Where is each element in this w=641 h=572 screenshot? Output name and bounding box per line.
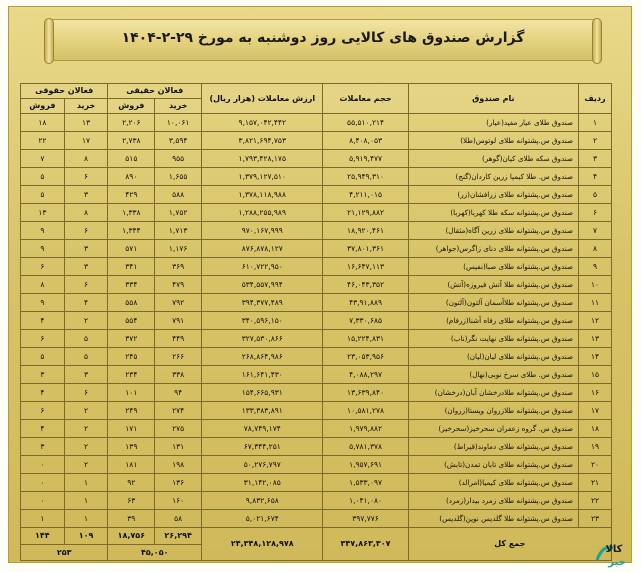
cell-real-sell: ۵۷۱	[108, 240, 155, 258]
cell-real-buy: ۴۴۹	[155, 330, 202, 348]
cell-fund-name: صندوق س.پشتوانه طلای دنای زاگرس(جواهر)	[408, 240, 578, 258]
table-row	[21, 420, 612, 438]
cell-legal-buy: ۸	[64, 150, 108, 168]
cell-real-sell: ۱۷۱	[108, 420, 155, 438]
cell-real-buy: ۱,۶۵۵	[155, 168, 202, 186]
total-volume: ۳۴۷,۸۶۳,۳۰۷	[323, 528, 408, 561]
cell-real-buy: ۱۳۱	[155, 438, 202, 456]
cell-real-sell: ۱۰۱	[108, 384, 155, 402]
title-scroll	[49, 19, 597, 61]
cell-volume: ۱,۹۷۹,۸۸۲	[323, 420, 408, 438]
cell-legal-buy: ۲	[64, 456, 108, 474]
cell-real-buy: ۳۶۹	[155, 258, 202, 276]
header-row-1	[21, 84, 612, 99]
logo-text-top: کالا	[605, 544, 623, 555]
cell-legal-sell: ۰	[21, 492, 65, 510]
cell-real-sell: ۸۹۰	[108, 168, 155, 186]
cell-fund-name: صندوق س.پشتوانه طلای زرین آگاه(مثقال)	[408, 222, 578, 240]
cell-fund-name: صندوق س.پشتوانه طلای دماوند(قیراط)	[408, 438, 578, 456]
cell-real-sell: ۳۳۴	[108, 276, 155, 294]
kala-khabar-logo	[593, 538, 637, 568]
cell-fund-name: صندوق سکه طلای کیان(گوهر)	[408, 150, 578, 168]
cell-legal-sell: ۹	[21, 240, 65, 258]
cell-real-sell: ۵۵۴	[108, 312, 155, 330]
cell-real-sell: ۲۴۹	[108, 402, 155, 420]
cell-legal-buy: ۲	[64, 438, 108, 456]
cell-legal-sell: ۲۲	[21, 132, 65, 150]
cell-legal-buy: ۲	[64, 402, 108, 420]
cell-real-sell: ۳۴۱	[108, 258, 155, 276]
cell-real-sell: ۱,۳۳۸	[108, 204, 155, 222]
cell-legal-sell: ۴	[21, 312, 65, 330]
cell-volume: ۱,۵۳۳,۰۹۷	[323, 474, 408, 492]
table-row	[21, 474, 612, 492]
cell-value: ۳۲۷,۵۳۰,۸۶۶	[202, 330, 323, 348]
cell-legal-buy: ۶	[64, 222, 108, 240]
cell-legal-buy: ۵	[64, 330, 108, 348]
cell-legal-sell: ۰	[21, 456, 65, 474]
cell-legal-sell: ۴	[21, 384, 65, 402]
cell-legal-sell: ۳	[21, 366, 65, 384]
cell-row-number: ۱	[579, 114, 612, 132]
cell-legal-sell: ۱۸	[21, 114, 65, 132]
cell-row-number: ۱۳	[579, 330, 612, 348]
cell-legal-buy: ۶	[64, 168, 108, 186]
cell-value: ۵۰,۲۷۶,۷۹۷	[202, 456, 323, 474]
cell-fund-name: صندوق س.پشتوانه طلای زرافشان(زر)	[408, 186, 578, 204]
cell-real-sell: ۱۸۱	[108, 456, 155, 474]
cell-volume: ۲۱,۱۲۹,۸۸۲	[323, 204, 408, 222]
cell-row-number: ۸	[579, 240, 612, 258]
cell-legal-sell: ۸	[21, 276, 65, 294]
cell-fund-name: صندوق س. گروه زعفران سحرخیز(سحرخیز)	[408, 420, 578, 438]
cell-volume: ۵,۹۱۹,۴۷۷	[323, 150, 408, 168]
cell-legal-buy: ۴	[64, 294, 108, 312]
cell-real-buy: ۱,۱۷۶	[155, 240, 202, 258]
cell-legal-buy: ۳	[64, 366, 108, 384]
table-row	[21, 222, 612, 240]
cell-legal-buy: ۲	[64, 420, 108, 438]
cell-legal-buy: ۸	[64, 204, 108, 222]
table-row	[21, 456, 612, 474]
cell-value: ۵,۰۲۱,۶۷۴	[202, 510, 323, 528]
cell-legal-sell: ۶	[21, 330, 65, 348]
cell-real-buy: ۱۹۸	[155, 456, 202, 474]
table-row	[21, 348, 612, 366]
header-real-sell: فروش	[108, 99, 155, 114]
total-legal-buy: ۱۰۹	[64, 528, 108, 545]
cell-real-buy: ۳۳۸	[155, 366, 202, 384]
cell-legal-buy: ۲	[64, 312, 108, 330]
cell-legal-sell: ۹	[21, 222, 65, 240]
cell-value: ۲۶۸,۸۶۴,۹۸۶	[202, 348, 323, 366]
table-row	[21, 150, 612, 168]
table-row	[21, 384, 612, 402]
table-row	[21, 492, 612, 510]
total-label: جمع کل	[408, 528, 611, 561]
cell-row-number: ۳	[579, 150, 612, 168]
cell-fund-name: صندوق س.پشتوانه طلا گلدیس نوین(گلدیس)	[408, 510, 578, 528]
cell-fund-name: صندوق س.پشتوانه طلاآسمان آلتون(آلتون)	[408, 294, 578, 312]
cell-row-number: ۴	[579, 168, 612, 186]
cell-row-number: ۱۷	[579, 402, 612, 420]
header-row-num: ردیف	[579, 84, 612, 114]
cell-real-sell: ۴۲۹	[108, 186, 155, 204]
header-legal-sell: فروش	[21, 99, 65, 114]
header-fund-name: نام صندوق	[408, 84, 578, 114]
cell-volume: ۴۳,۹۱,۸۸۹	[323, 294, 408, 312]
cell-real-buy: ۱,۷۱۳	[155, 222, 202, 240]
cell-real-buy: ۱۳۶	[155, 474, 202, 492]
cell-row-number: ۶	[579, 204, 612, 222]
cell-real-buy: ۴۷۹	[155, 276, 202, 294]
cell-real-buy: ۷۹۱	[155, 312, 202, 330]
cell-fund-name: صندوق س.پشتوانه طلای لوتوس(طلا)	[408, 132, 578, 150]
cell-fund-name: صندوق س. طلای سرخ نوبی(نهال)	[408, 366, 578, 384]
cell-value: ۳۹۴,۳۷۷,۴۸۹	[202, 294, 323, 312]
cell-fund-name: صندوق س.پشتوانه طلای نهایت نگر(ناب)	[408, 330, 578, 348]
cell-legal-sell: ۳	[21, 438, 65, 456]
cell-volume: ۵۵,۵۱۰,۲۱۴	[323, 114, 408, 132]
cell-volume: ۱۶,۶۴۷,۱۱۳	[323, 258, 408, 276]
table-row	[21, 294, 612, 312]
cell-volume: ۱۸,۹۲۰,۴۶۱	[323, 222, 408, 240]
cell-real-buy: ۳,۵۹۴	[155, 132, 202, 150]
cell-value: ۱۶۱,۶۴۱,۴۳۰	[202, 366, 323, 384]
table-row	[21, 510, 612, 528]
cell-value: ۱,۷۹۳,۴۲۸,۱۷۵	[202, 150, 323, 168]
cell-legal-sell: ۵	[21, 348, 65, 366]
cell-value: ۳۴۰,۵۹۶,۱۵۰	[202, 312, 323, 330]
cell-legal-buy: ۳	[64, 240, 108, 258]
cell-volume: ۴,۲۱۱,۰۱۵	[323, 186, 408, 204]
cell-value: ۹,۱۵۷,۰۴۲,۴۴۲	[202, 114, 323, 132]
total-real-sell: ۱۸,۷۵۶	[108, 528, 155, 545]
cell-real-sell: ۱۳۹	[108, 438, 155, 456]
cell-legal-sell: ۶	[21, 258, 65, 276]
cell-row-number: ۲۰	[579, 456, 612, 474]
cell-value: ۱۳۳,۳۸۳,۸۹۱	[202, 402, 323, 420]
table-body	[21, 114, 612, 528]
table-row	[21, 312, 612, 330]
cell-row-number: ۱۲	[579, 312, 612, 330]
cell-legal-sell: ۰	[21, 474, 65, 492]
cell-value: ۱,۳۷۸,۱۱۸,۹۸۸	[202, 186, 323, 204]
cell-volume: ۱۵,۲۲۴,۸۳۱	[323, 330, 408, 348]
header-real-group: فعالان حقیقی	[108, 84, 202, 99]
cell-legal-sell: ۵	[21, 168, 65, 186]
cell-value: ۵۳۴,۵۵۷,۹۹۴	[202, 276, 323, 294]
cell-legal-sell: ۱	[21, 510, 65, 528]
table-row	[21, 132, 612, 150]
cell-fund-name: صندوق س.پشتوانه طلازروان ویستا(زروان)	[408, 402, 578, 420]
cell-legal-buy: ۳	[64, 186, 108, 204]
cell-volume: ۲۳,۰۵۳,۹۵۶	[323, 348, 408, 366]
cell-fund-name: صندوق طلای عیار مفید(عیار)	[408, 114, 578, 132]
cell-volume: ۴۶,۰۴۳,۳۵۲	[323, 276, 408, 294]
cell-legal-sell: ۹	[21, 294, 65, 312]
cell-fund-name: صندوق س. طلا کیمیا زرین کاردان(گنج)	[408, 168, 578, 186]
cell-volume: ۱,۹۵۷,۶۹۱	[323, 456, 408, 474]
total-row	[21, 528, 612, 545]
table-row	[21, 186, 612, 204]
cell-real-sell: ۳۹	[108, 510, 155, 528]
cell-real-buy: ۱,۷۵۲	[155, 204, 202, 222]
cell-volume: ۱۳,۶۳۹,۸۴۰	[323, 384, 408, 402]
table-row	[21, 204, 612, 222]
cell-volume: ۷,۳۳۰,۶۸۵	[323, 312, 408, 330]
cell-real-buy: ۲۷۴	[155, 402, 202, 420]
table-row	[21, 330, 612, 348]
table-row	[21, 402, 612, 420]
cell-real-sell: ۲۴۵	[108, 348, 155, 366]
cell-row-number: ۷	[579, 222, 612, 240]
cell-value: ۱۵۴,۶۶۵,۹۳۱	[202, 384, 323, 402]
cell-real-sell: ۹۲	[108, 474, 155, 492]
cell-legal-sell: ۷	[21, 150, 65, 168]
cell-value: ۶۷,۳۴۴,۲۵۱	[202, 438, 323, 456]
cell-row-number: ۱۵	[579, 366, 612, 384]
cell-volume: ۸,۴۰۸,۰۵۳	[323, 132, 408, 150]
cell-fund-name: صندوق س.پشتوانه طلای لیان(لیان)	[408, 348, 578, 366]
cell-value: ۱,۳۷۹,۱۲۷,۵۱۰	[202, 168, 323, 186]
header-legal-buy: خرید	[64, 99, 108, 114]
header-legal-group: فعالان حقوقی	[21, 84, 108, 99]
cell-volume: ۵,۷۸۱,۳۷۸	[323, 438, 408, 456]
cell-legal-buy: ۱۳	[64, 114, 108, 132]
cell-row-number: ۱۱	[579, 294, 612, 312]
cell-fund-name: صندوق س.پشتوانه طلادرخشان آبان(درخشان)	[408, 384, 578, 402]
cell-volume: ۲۵,۹۴۹,۳۱۰	[323, 168, 408, 186]
table-row	[21, 438, 612, 456]
cell-legal-buy: ۱۷	[64, 132, 108, 150]
cell-row-number: ۱۴	[579, 348, 612, 366]
total-legal-sell: ۱۴۴	[21, 528, 65, 545]
cell-real-sell: ۵۵۸	[108, 294, 155, 312]
cell-volume: ۱,۰۴۱,۰۸۰	[323, 492, 408, 510]
cell-real-sell: ۵۱۵	[108, 150, 155, 168]
cell-real-buy: ۷۹۲	[155, 294, 202, 312]
cell-legal-buy: ۱	[64, 492, 108, 510]
cell-fund-name: صندوق س.پشتوانه سکه طلا کهربا(کهربا)	[408, 204, 578, 222]
cell-volume: ۱۰,۵۸۱,۲۷۸	[323, 402, 408, 420]
cell-value: ۱,۲۸۸,۲۵۵,۹۸۹	[202, 204, 323, 222]
cell-volume: ۴,۰۸۸,۲۹۷	[323, 366, 408, 384]
cell-real-sell: ۳۷۲	[108, 330, 155, 348]
cell-value: ۳,۸۲۱,۶۹۴,۷۵۳	[202, 132, 323, 150]
logo-icon	[593, 538, 637, 568]
total-legal-sum: ۲۵۳	[21, 545, 108, 561]
header-value: ارزش معاملات (هزار ریال)	[202, 84, 323, 114]
cell-legal-buy: ۱	[64, 474, 108, 492]
cell-real-buy: ۹۵۵	[155, 150, 202, 168]
cell-real-buy: ۵۸	[155, 510, 202, 528]
cell-legal-buy: ۳	[64, 258, 108, 276]
cell-row-number: ۱۶	[579, 384, 612, 402]
cell-value: ۹,۸۳۲,۶۵۸	[202, 492, 323, 510]
cell-value: ۷۸,۷۴۹,۱۷۴	[202, 420, 323, 438]
cell-fund-name: صندوق س.پشتوانه طلا آتش فیروزه(آتش)	[408, 276, 578, 294]
header-volume: حجم معاملات	[323, 84, 408, 114]
table-row	[21, 366, 612, 384]
cell-legal-sell: ۱۳	[21, 204, 65, 222]
cell-value: ۸۷۶,۸۷۸,۱۲۷	[202, 240, 323, 258]
cell-row-number: ۱۸	[579, 420, 612, 438]
cell-legal-sell: ۶	[21, 402, 65, 420]
cell-legal-buy: ۱	[64, 510, 108, 528]
report-title: گزارش صندوق های کالایی روز دوشنبه به مورخ ۲۹-۲-۱۴۰۴	[121, 30, 525, 46]
cell-real-sell: ۱,۳۴۴	[108, 222, 155, 240]
cell-real-sell: ۶۳	[108, 492, 155, 510]
cell-row-number: ۲۳	[579, 510, 612, 528]
cell-legal-buy: ۶	[64, 384, 108, 402]
cell-legal-buy: ۵	[64, 348, 108, 366]
cell-fund-name: صندوق س.پشتوانه طلای رفاه آشنا(زرفام)	[408, 312, 578, 330]
cell-value: ۹۷۰,۱۶۷,۹۹۹	[202, 222, 323, 240]
table-row	[21, 258, 612, 276]
cell-legal-buy: ۶	[64, 276, 108, 294]
funds-table	[20, 83, 612, 561]
total-real-buy: ۲۶,۲۹۴	[155, 528, 202, 545]
cell-row-number: ۲۲	[579, 492, 612, 510]
cell-legal-sell: ۵	[21, 186, 65, 204]
cell-real-buy: ۹۴	[155, 384, 202, 402]
cell-legal-sell: ۴	[21, 420, 65, 438]
logo-text-bottom: خبر	[608, 557, 626, 568]
total-value: ۲۴,۳۴۸,۱۲۸,۹۷۸	[202, 528, 323, 561]
total-real-sum: ۴۵,۰۵۰	[108, 545, 202, 561]
cell-value: ۳۱,۱۴۲,۰۸۵	[202, 474, 323, 492]
table-row	[21, 114, 612, 132]
cell-real-sell: ۲,۷۳۸	[108, 132, 155, 150]
cell-row-number: ۱۹	[579, 438, 612, 456]
cell-row-number: ۱۰	[579, 276, 612, 294]
table-row	[21, 276, 612, 294]
cell-real-sell: ۲,۲۰۶	[108, 114, 155, 132]
cell-row-number: ۹	[579, 258, 612, 276]
cell-volume: ۳۹۷,۷۷۶	[323, 510, 408, 528]
cell-real-buy: ۱۰,۰۶۱	[155, 114, 202, 132]
cell-fund-name: صندوق س.پشتوانه طلای تابان تمدن(تابش)	[408, 456, 578, 474]
cell-volume: ۳۷,۸۰۱,۳۶۱	[323, 240, 408, 258]
cell-value: ۶۱۰,۷۲۲,۹۵۰	[202, 258, 323, 276]
header-real-buy: خرید	[155, 99, 202, 114]
table-row	[21, 168, 612, 186]
cell-real-buy: ۲۷۵	[155, 420, 202, 438]
cell-real-buy: ۲۶۶	[155, 348, 202, 366]
cell-fund-name: صندوق س.پشتوانه طلای کیمیا(امرالد)	[408, 474, 578, 492]
cell-fund-name: صندوق س.پشتوانه طلای زمرد بیدار(زمرد)	[408, 492, 578, 510]
cell-real-sell: ۲۳۴	[108, 366, 155, 384]
cell-row-number: ۵	[579, 186, 612, 204]
cell-fund-name: صندوق س.پشتوانه طلای صبا(نفیس)	[408, 258, 578, 276]
cell-row-number: ۲۱	[579, 474, 612, 492]
table-row	[21, 240, 612, 258]
cell-row-number: ۲	[579, 132, 612, 150]
cell-real-buy: ۵۸۸	[155, 186, 202, 204]
cell-real-buy: ۱۶۰	[155, 492, 202, 510]
